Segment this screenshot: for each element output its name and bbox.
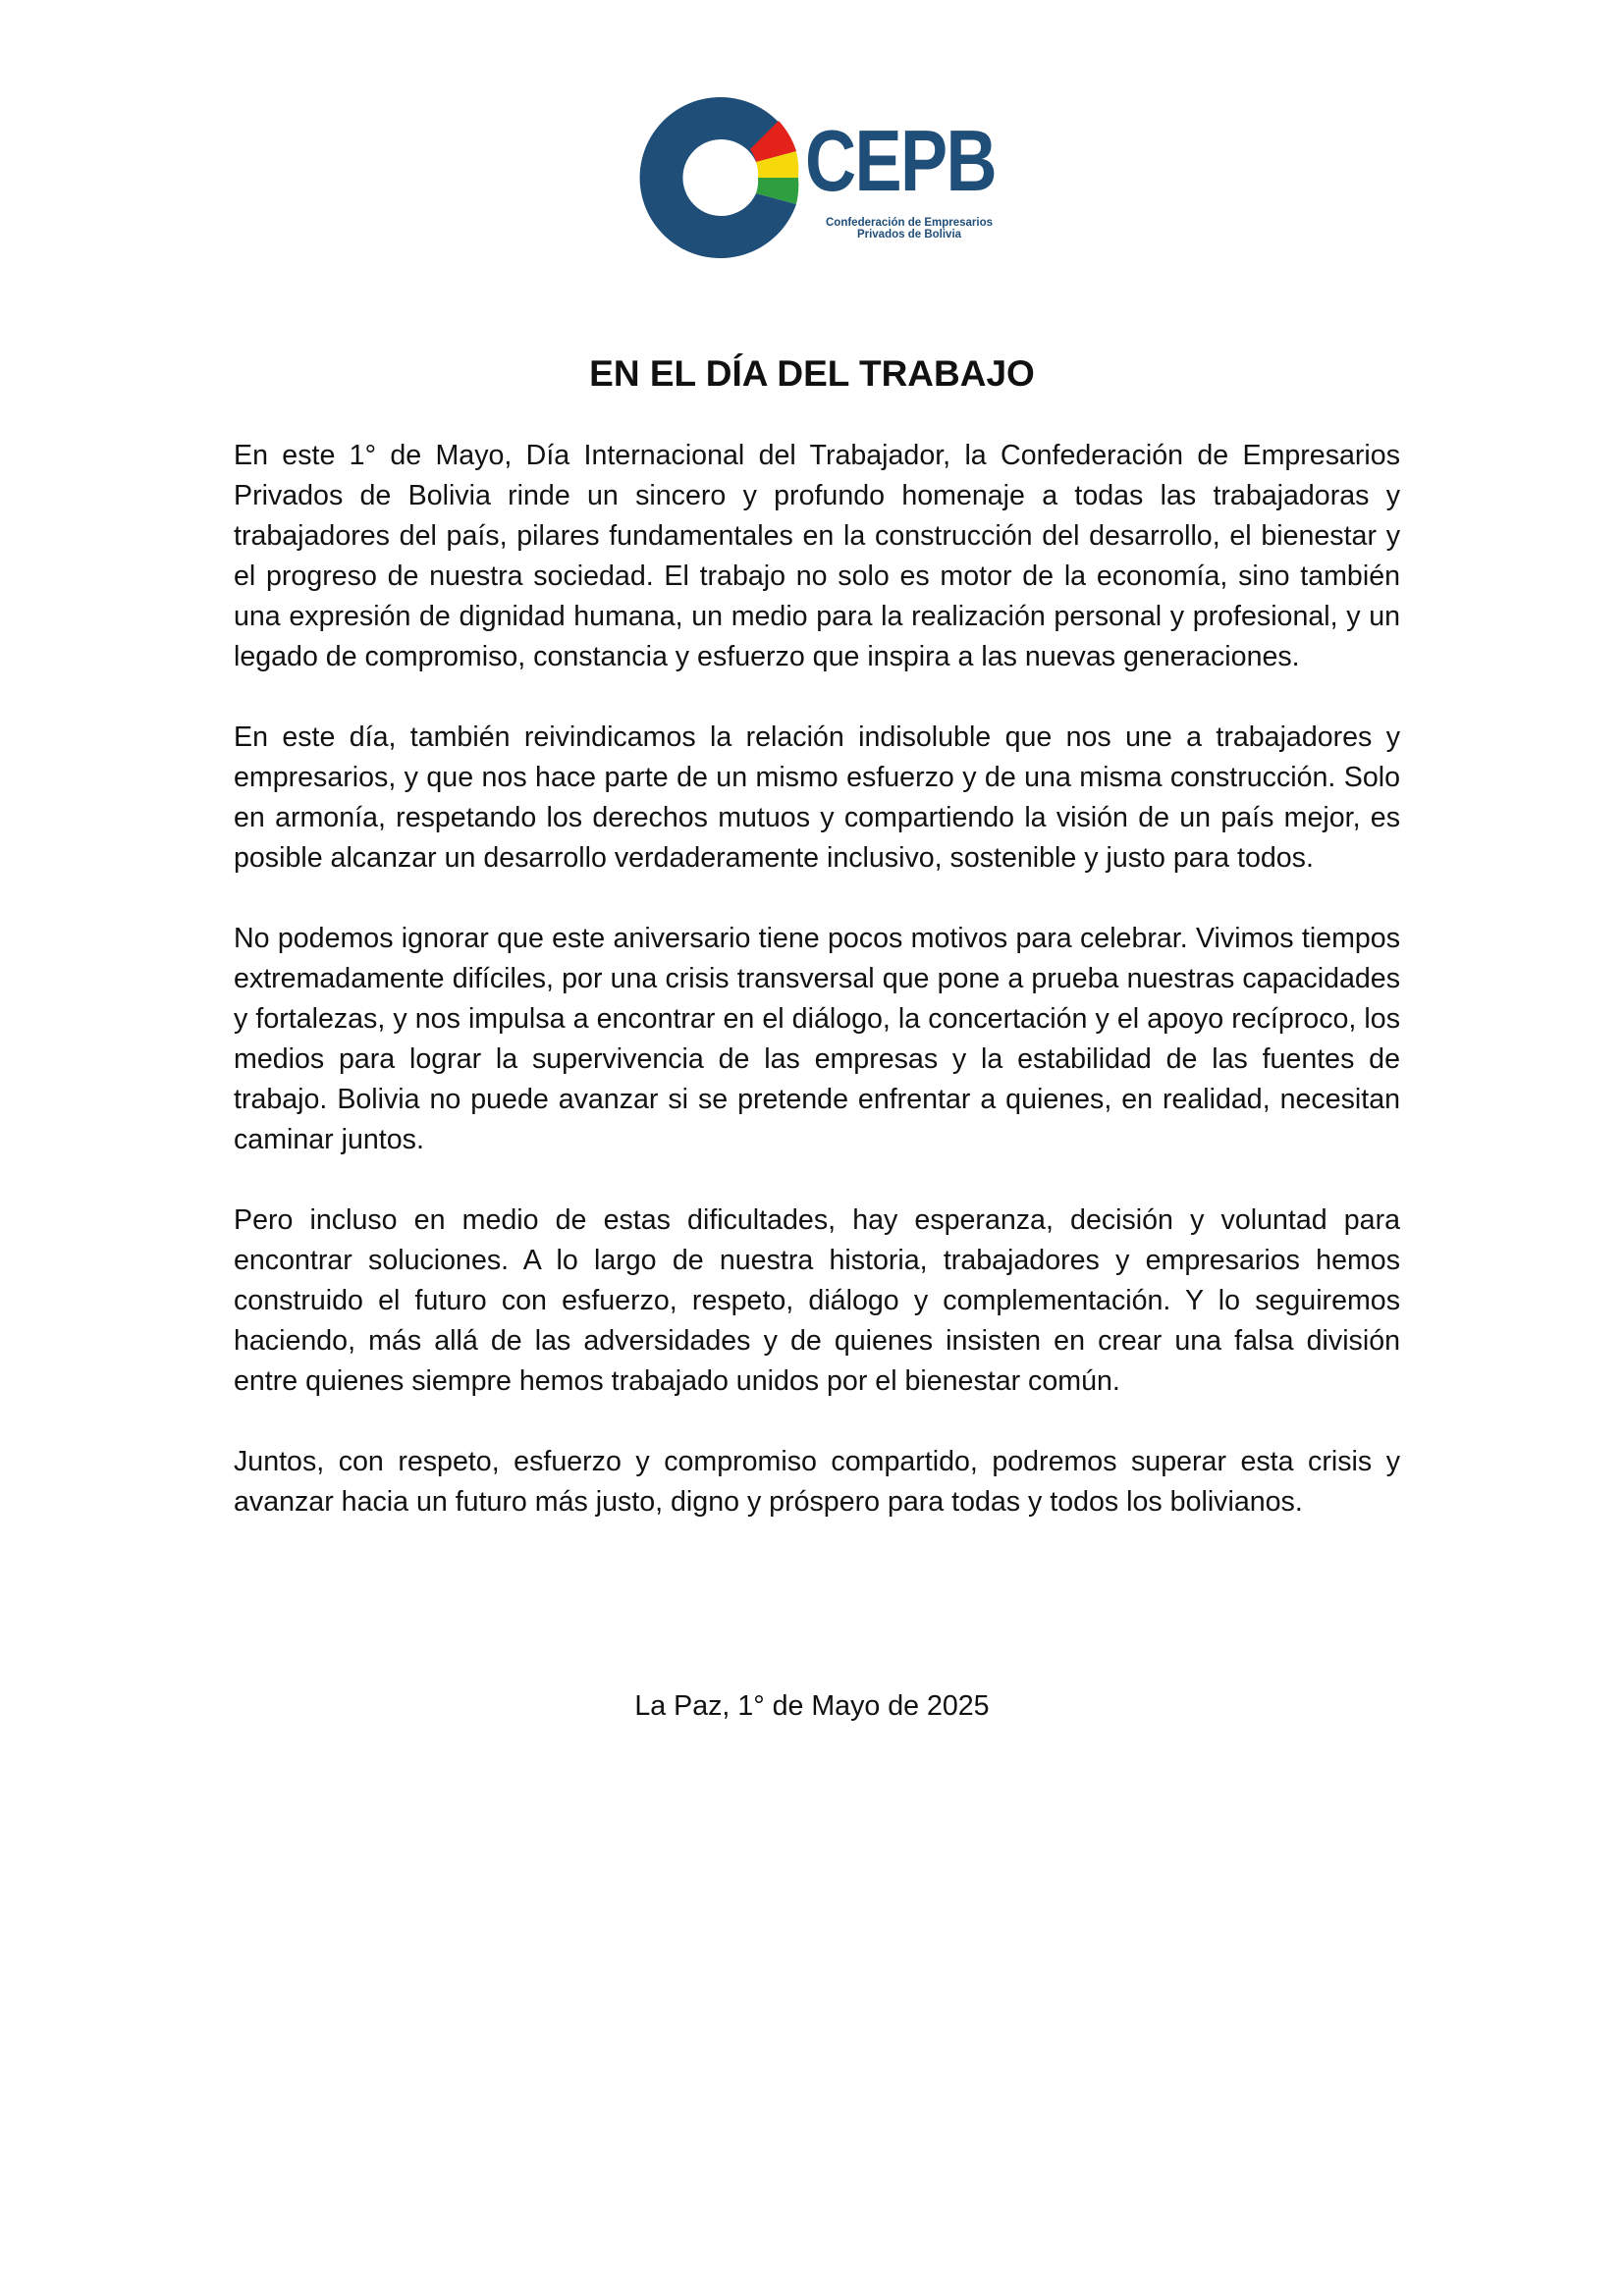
- cepb-logo-mark: [636, 94, 803, 261]
- cepb-logo: [636, 94, 1009, 261]
- document-title: EN EL DÍA DEL TRABAJO: [589, 353, 1035, 394]
- paragraph-2: En este día, también reivindicamos la relación indisoluble que nos une a trabajadores y empresarios, y que nos hace parte de un mismo esfuerzo y de una misma construcción. Solo en armonía, respetando los derechos mutuos y compartiendo la visión de un país mejor, es posible alcanzar un desarrollo verdaderamente inclusivo, sostenible y justo para todos.: [234, 721, 1400, 874]
- logo-subtitle-line1: Confederación de Empresarios: [826, 217, 993, 229]
- paragraph-4: Pero incluso en medio de estas dificultades, hay esperanza, decisión y voluntad para encontrar soluciones. A lo largo de nuestra historia, trabajadores y empresarios hemos construido el futuro con esfuerzo, respeto, diálogo y complementación. Y lo seguiremos haciendo, más allá de las adversidades y de quienes insisten en crear una falsa división entre quienes siempre hemos trabajado unidos por el bienestar común.: [234, 1204, 1400, 1397]
- paragraph-1: En este 1° de Mayo, Día Internacional del Trabajador, la Confederación de Empresarios Privados de Bolivia rinde un sincero y profundo homenaje a todas las trabajadoras y trabajadores del país, pilares fundamentales en la construcción del desarrollo, el bienestar y el progreso de nuestra sociedad. El trabajo no solo es motor de la economía, sino también una expresión de dignidad humana, un medio para la realización personal y profesional, y un legado de compromiso, constancia y esfuerzo que inspira a las nuevas generaciones.: [234, 440, 1400, 672]
- place-and-date: La Paz, 1° de Mayo de 2025: [634, 1690, 990, 1722]
- paragraph-3: No podemos ignorar que este aniversario tiene pocos motivos para celebrar. Vivimos tiempos extremadamente difíciles, por una crisis transversal que pone a prueba nuestras capacidades y fortalezas, y nos impulsa a encontrar en el diálogo, la concertación y el apoyo recíproco, los medios para lograr la supervivencia de las empresas y la estabilidad de las fuentes de trabajo. Bolivia no puede avanzar si se pretende enfrentar a quienes, en realidad, necesitan caminar juntos.: [234, 923, 1400, 1155]
- logo-subtitle: [813, 217, 1005, 240]
- paragraph-5: Juntos, con respeto, esfuerzo y compromiso compartido, podremos superar esta crisis y avanzar hacia un futuro más justo, digno y próspero para todas y todos los bolivianos.: [234, 1446, 1400, 1518]
- logo-subtitle-line2: Privados de Bolivia: [856, 229, 962, 240]
- document-body: [234, 436, 1400, 1563]
- logo-wordmark: CEPB: [805, 112, 996, 209]
